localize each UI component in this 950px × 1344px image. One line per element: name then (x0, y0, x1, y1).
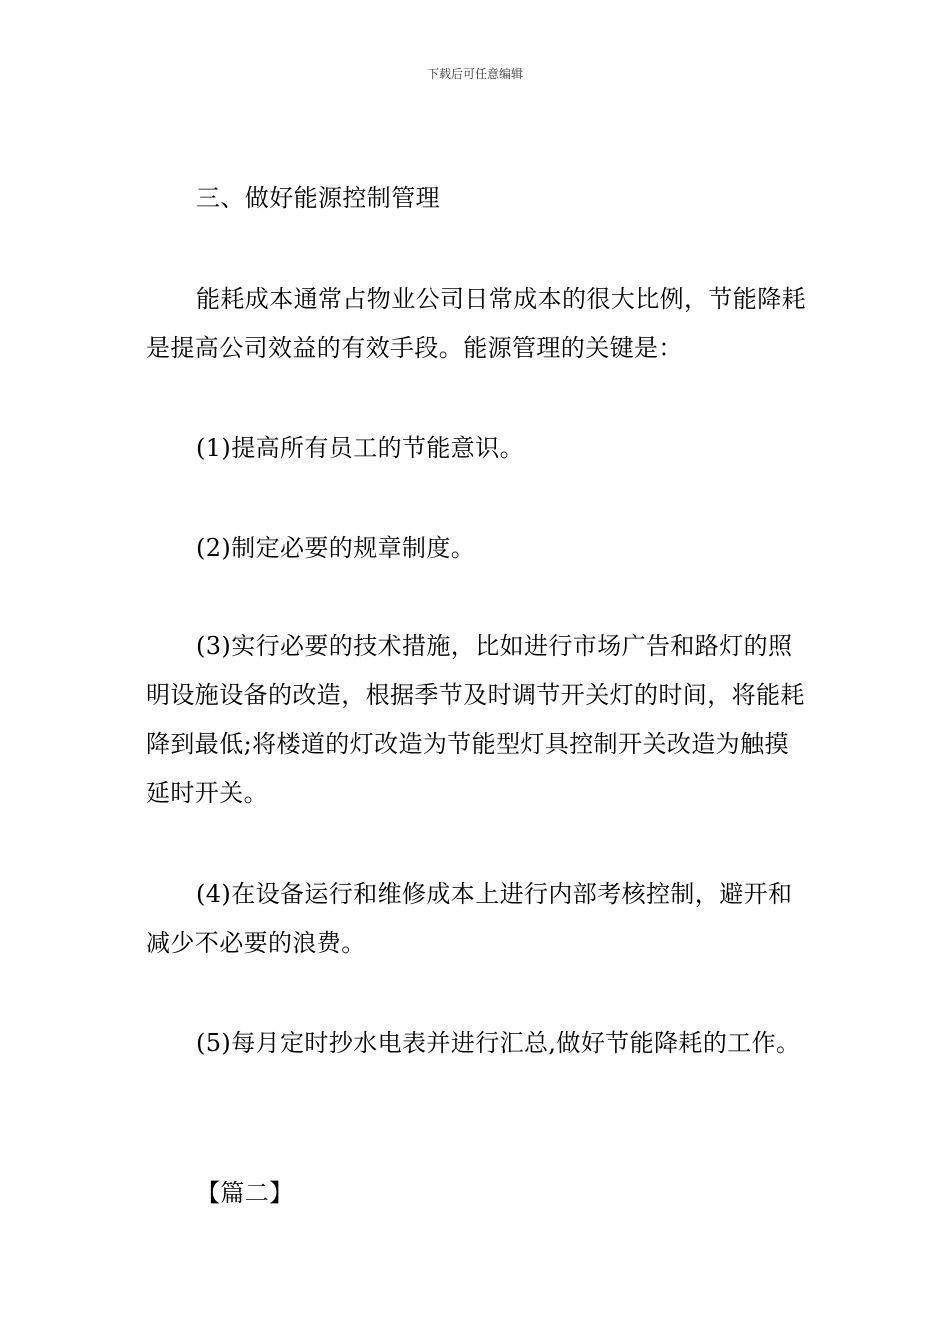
list-item-4: (4)在设备运行和维修成本上进行内部考核控制，避开和减少不必要的浪费。 (146, 880, 793, 957)
list-item-1: (1)提高所有员工的节能意识。 (196, 434, 524, 462)
list-item-3: (3)实行必要的技术措施，比如进行市场广告和路灯的照明设施设备的改造，根据季节及时调节开关灯的时间，将能耗降到最低;将楼道的灯改造为节能型灯具控制开关改造为触摸延时开关。 (146, 632, 805, 807)
paragraph-intro: 能耗成本通常占物业公司日常成本的很大比例，节能降耗是提高公司效益的有效手段。能源管理的关键是： (146, 285, 806, 362)
section-heading: 三、做好能源控制管理 (196, 184, 440, 212)
list-item-2: (2)制定必要的规章制度。 (196, 534, 476, 562)
section-title-part-two: 【篇二】 (196, 1179, 294, 1207)
page-header: 下载后可任意编辑 (426, 67, 523, 81)
list-item-5: (5)每月定时抄水电表并进行汇总,做好节能降耗的工作。 (196, 1029, 801, 1057)
